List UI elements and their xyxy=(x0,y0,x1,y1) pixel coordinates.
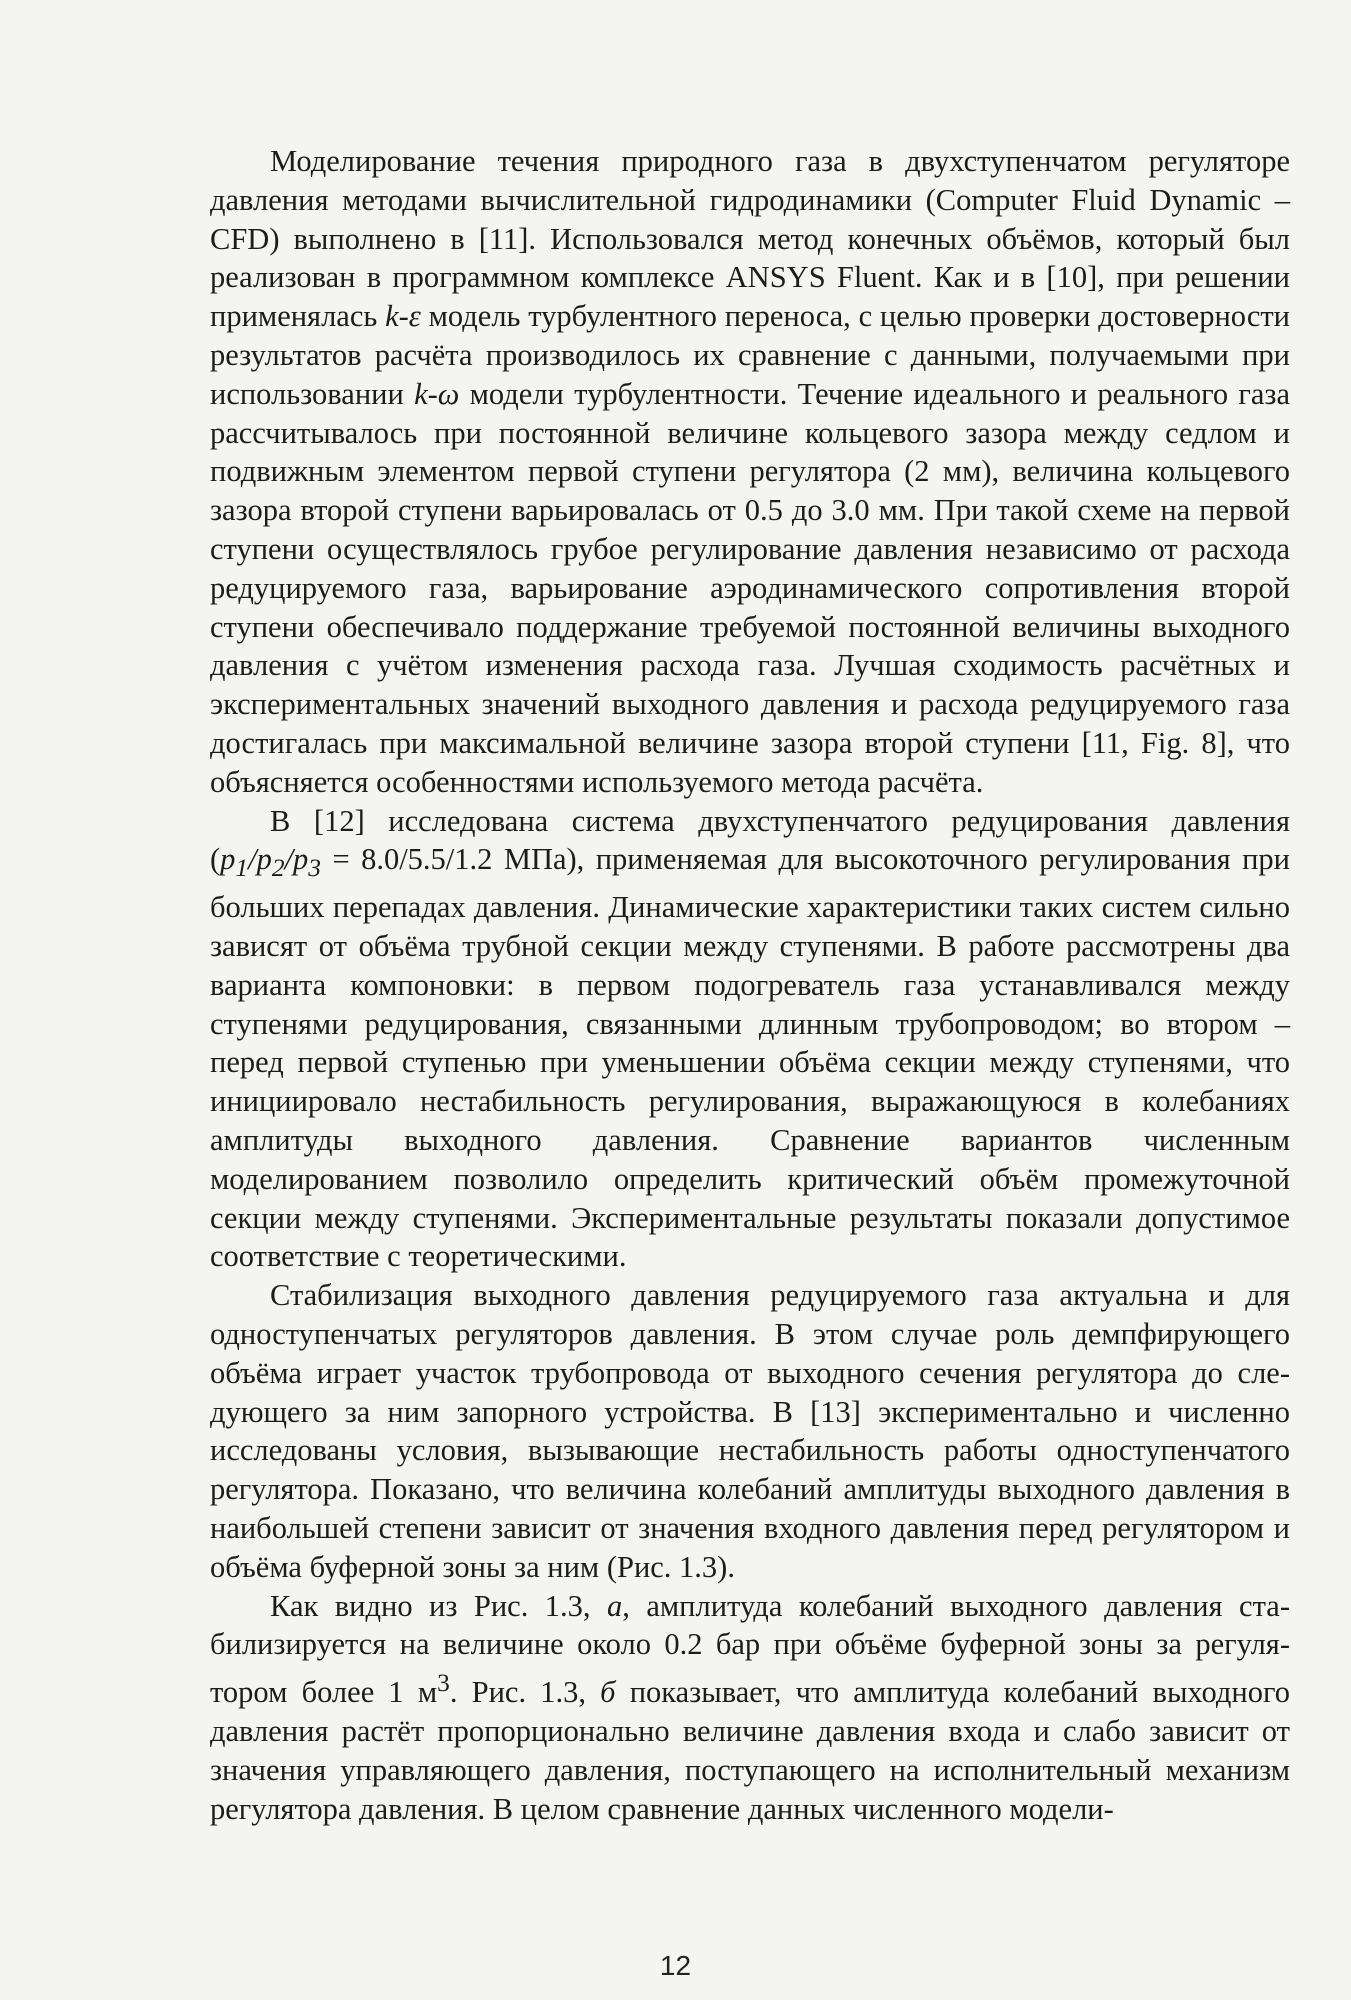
text-run: модель турбулентного переноса, с целью проверки достоверности результатов расчёта производилось их сравнение с данными, получаемыми при использовании xyxy=(210,299,1291,411)
page-body xyxy=(210,142,1290,1829)
pressure-symbol: p xyxy=(256,842,272,877)
page-number: 12 xyxy=(659,1950,692,1981)
subscript: 2 xyxy=(271,854,285,883)
paragraph-figure-1-3-discussion xyxy=(210,1587,1290,1829)
text-run: . Рис. 1.3, xyxy=(449,1675,601,1710)
subscript: 1 xyxy=(235,854,249,883)
subscript: 3 xyxy=(308,854,321,883)
paragraph-cfd-modeling xyxy=(210,142,1290,802)
k-omega-symbol: k-ω xyxy=(414,376,460,411)
k-epsilon-symbol: k-ε xyxy=(385,299,421,334)
figure-panel-b: б xyxy=(600,1675,616,1710)
separator: / xyxy=(248,842,257,877)
paragraph-two-stage-reduction xyxy=(210,802,1290,1277)
text-run: , амплитуда колебаний выходного давления стабилизируется на величине около 0.2 бар при объёме буферной зоны за регулятором более 1 м xyxy=(210,1588,1290,1710)
superscript-cube: 3 xyxy=(437,1669,450,1698)
separator: / xyxy=(284,842,294,877)
text-run: модели турбулентности. Течение идеального и реального газа рассчитывалось при постоянной величине кольцевого зазора между седлом и подвижным элементом первой ступени регулятора (2 мм), величина кольцевого зазора второй ступени варьировалась от 0.5 до 3.0 мм. При такой схеме на первой ступени осуществлялось грубое регулирование давления независимо от расхода редуцируемого газа, варьирование аэродинамического сопротивления второй ступени обеспечивало поддержание требуемой постоянной величины выходного давления с учётом изменения расхода газа. Лучшая сходимость расчётных и экспериментальных значений выходного давления и расхода редуцируемого газа достигалась при максимальной величине зазора второй ступени [11, Fig. 8], что объясняется особенностями используемого метода расчёта. xyxy=(210,376,1290,799)
text-run: показывает, что амплитуда колебаний выходного давления растёт пропорционально величине давления входа и слабо зависит от значения управляющего давления, поступающего на исполнительный механизм регулятора давления. В целом сравнение данных численного модели- xyxy=(210,1675,1290,1826)
pressure-symbol: p xyxy=(293,842,309,877)
pressure-p1 xyxy=(220,842,321,883)
pressure-symbol: p xyxy=(220,842,236,877)
paragraph-single-stage-stabilization: Стабилизация выходного давления редуцируемого газа актуальна и для одноступенчатых регуляторов давления. В этом случае роль демпфирующего объёма играет участок трубопровода от выходного сечения регулятора до следующего за ним запорного устройства. В [13] экспериментально и численно исследованы условия, вызывающие нестабильность работы одноступенчатого регулятора. Показано, что величина колебаний амплитуды выходного давления в наибольшей степени зависит от значения входного давления перед регулятором и объёма буферной зоны за ним (Рис. 1.3). xyxy=(210,1278,1290,1584)
text-run: Моделирование течения природного газа в двухступенчатом регуляторе давления методами вычислительной гидродинамики (Computer Fluid Dynamic – CFD) выполнено в [11]. Использовался метод конечных объёмов, который был реализован в программном комплексе ANSYS Fluent. Как и в [10], при решении применялась xyxy=(210,144,1290,334)
text-run: В [12] исследована система двухступенчатого редуцирования давления ( xyxy=(210,803,1290,877)
text-run: = 8.0/5.5/1.2 МПа), применяемая для высокоточного регулирования при больших перепадах давления. Динамические характеристики таких систем сильно зависят от объёма трубной секции между ступенями. В работе рассмотрены два варианта компоновки: в первом подогреватель газа устанавливался между ступенями редуцирования, связанными длинным трубопроводом; во втором – перед первой ступенью при уменьшении объёма секции между ступенями, что инициировало нестабильность регулирования, выражающуюся в колебаниях амплитуды выходного давления. Сравнение вариантов численным моделированием позволило определить критический объём промежуточной секции между ступенями. Экспериментальные результаты показали допустимое соответствие с теоретическими. xyxy=(210,842,1290,1274)
text-run: Как видно из Рис. 1.3, xyxy=(270,1588,607,1623)
figure-panel-a: а xyxy=(607,1588,623,1623)
